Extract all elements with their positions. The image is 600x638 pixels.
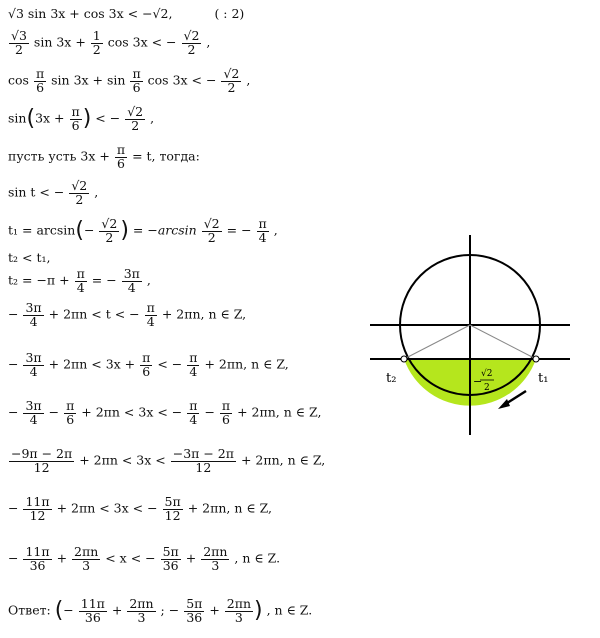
fraction (171, 448, 236, 474)
fraction (23, 546, 51, 572)
value-num: √2 (481, 369, 493, 379)
numerator: 2πn (74, 544, 99, 559)
denominator: 2 (92, 41, 101, 57)
value-den: 2 (484, 383, 490, 393)
denominator: 6 (66, 411, 75, 427)
eq-text: sin (8, 110, 27, 126)
numerator: 11π (80, 596, 105, 611)
denominator: 6 (222, 411, 230, 427)
eq-text: + 2πn, n ∈ Z, (237, 404, 322, 420)
denominator: 6 (36, 79, 45, 95)
fraction (122, 268, 142, 294)
eq-text: , (150, 110, 155, 126)
eq-text: − (48, 404, 64, 420)
eq-text: + 2πn, n ∈ Z, (161, 306, 247, 322)
fraction (187, 352, 199, 378)
eq-text: + 2πn < 3x < (79, 452, 170, 468)
denominator: 4 (29, 411, 38, 427)
fraction (145, 302, 157, 328)
eq-line-7 (8, 218, 278, 244)
denominator: 4 (127, 279, 136, 295)
eq-line-3 (8, 68, 250, 94)
value-sign: − (473, 375, 483, 388)
numerator: 5π (162, 544, 179, 559)
eq-text: + 2πn < 3x < − (56, 500, 158, 516)
eq-text: пусть усть 3x + (8, 148, 114, 164)
eq-text: = − (91, 272, 117, 288)
eq-text: sin 3x + sin (51, 72, 126, 88)
fraction (9, 448, 74, 474)
eq-line-6 (8, 180, 98, 206)
fraction (257, 218, 269, 244)
fraction (70, 106, 82, 132)
numerator: −9π − 2π (11, 446, 73, 461)
eq-text: = − (226, 222, 252, 238)
eq-line-11 (8, 352, 289, 378)
radius-t1 (470, 325, 536, 359)
denominator: 36 (162, 557, 179, 573)
paren-open: ( (75, 218, 84, 243)
fraction (99, 218, 119, 244)
fraction (115, 144, 127, 170)
numerator: π (71, 104, 80, 119)
eq-text: + (56, 550, 72, 566)
eq-text: , n ∈ Z. (234, 550, 281, 566)
denominator: 4 (29, 313, 38, 329)
fraction (201, 546, 229, 572)
numerator: π (189, 350, 198, 365)
eq-text: < − (95, 110, 121, 126)
numerator: π (189, 398, 198, 413)
numerator: √3 (11, 28, 27, 43)
numerator: 1 (92, 28, 101, 43)
denominator: 6 (71, 117, 80, 133)
denominator: 36 (29, 557, 46, 573)
eq-text: , (146, 272, 151, 288)
denominator: 4 (76, 279, 85, 295)
numerator: √2 (183, 28, 200, 43)
denominator: 3 (137, 609, 146, 625)
fraction (202, 218, 222, 244)
denominator: 6 (116, 155, 125, 171)
fraction (23, 496, 51, 522)
eq-text: = −arcsin (132, 222, 197, 238)
fraction (91, 30, 103, 56)
fraction (64, 400, 76, 426)
fraction (79, 598, 107, 624)
answer-label: Ответ: (8, 602, 55, 618)
fraction (130, 68, 142, 94)
eq-text: ; − (160, 602, 180, 618)
eq-text: , n ∈ Z. (266, 602, 313, 618)
denominator: 3 (211, 557, 220, 573)
paren-open: ( (26, 106, 36, 131)
denominator: 12 (29, 507, 46, 523)
eq-line-13 (8, 448, 325, 474)
fraction (163, 496, 183, 522)
denominator: 4 (189, 411, 198, 427)
eq-text: − (63, 602, 74, 618)
arrow-head-icon (498, 399, 510, 409)
eq-line-2 (8, 30, 210, 56)
fraction (125, 106, 145, 132)
label-t2: t₂ (386, 371, 397, 386)
eq-line-12 (8, 400, 321, 426)
numerator: √2 (127, 104, 144, 119)
eq-text: , (273, 222, 278, 238)
paren-close: ) (120, 218, 129, 243)
eq-text: − (8, 550, 19, 566)
fraction (184, 598, 204, 624)
fraction (23, 302, 43, 328)
eq-text: + 2πn < 3x < − (81, 404, 183, 420)
fraction (34, 68, 46, 94)
point-t1 (533, 356, 539, 362)
eq-line-8 (8, 252, 50, 265)
numerator: 5π (164, 494, 181, 509)
denominator: 2 (131, 117, 140, 133)
paren-close: ) (254, 598, 263, 623)
eq-text: < − (157, 356, 183, 372)
numerator: 11π (25, 544, 50, 559)
numerator: π (76, 266, 85, 281)
denominator: 4 (258, 229, 267, 245)
numerator: 3π (25, 300, 42, 315)
eq-text: − (8, 500, 19, 516)
eq-text: sin t < − (8, 184, 65, 200)
denominator: 12 (33, 459, 50, 475)
numerator: π (221, 398, 231, 413)
eq-line-1 (8, 8, 244, 21)
fraction (161, 546, 181, 572)
fraction (23, 400, 43, 426)
eq-text: t₂ = −π + (8, 272, 74, 288)
denominator: 6 (142, 363, 151, 379)
eq-text: − (8, 404, 19, 420)
eq-text: − (204, 404, 219, 420)
denominator: 4 (189, 363, 198, 379)
numerator: π (146, 300, 155, 315)
eq-text: + 2πn < t < − (48, 306, 140, 322)
eq-text: cos 3x < − (147, 72, 217, 88)
numerator: π (66, 398, 75, 413)
denominator: 36 (84, 609, 101, 625)
point-t2 (401, 356, 407, 362)
numerator: 2πn (226, 596, 252, 611)
fraction (140, 352, 152, 378)
numerator: √2 (71, 178, 88, 193)
denominator: 2 (187, 41, 196, 57)
fraction (23, 352, 43, 378)
eq-text: t₁ = arcsin (8, 222, 76, 238)
numerator: √2 (223, 66, 240, 81)
eq-text: cos 3x < − (107, 34, 177, 50)
eq-text: − (83, 222, 95, 238)
eq-line-5 (8, 144, 200, 170)
fraction (75, 268, 87, 294)
fraction (182, 30, 202, 56)
fraction (72, 546, 100, 572)
denominator: 12 (195, 459, 212, 475)
eq-text: − (8, 356, 19, 372)
fraction (187, 400, 199, 426)
fraction (221, 68, 241, 94)
eq-text: = t, тогда: (132, 148, 200, 164)
eq-line-9 (8, 268, 151, 294)
paren-open: ( (54, 598, 64, 623)
eq-text: < x < − (105, 550, 156, 566)
numerator: −3π − 2π (172, 446, 234, 461)
numerator: 2πn (129, 596, 154, 611)
numerator: 3π (25, 350, 42, 365)
numerator: 2πn (203, 544, 228, 559)
denominator: 2 (227, 79, 236, 95)
denominator: 4 (146, 313, 155, 329)
numerator: 3π (123, 266, 140, 281)
numerator: 11π (25, 494, 50, 509)
fraction (69, 180, 89, 206)
denominator: 2 (105, 229, 114, 245)
paren-close: ) (82, 106, 92, 131)
numerator: √2 (101, 216, 118, 231)
numerator: π (258, 216, 267, 231)
denominator: 2 (75, 191, 84, 207)
denominator: 3 (234, 609, 243, 625)
eq-text: + 2πn < 3x + (48, 356, 140, 372)
eq-text: , (206, 34, 211, 50)
fraction (127, 598, 155, 624)
eq-text: + 2πn, n ∈ Z, (204, 356, 289, 372)
label-t1: t₁ (538, 371, 549, 386)
numerator: π (142, 350, 151, 365)
eq-text: 3x + (35, 110, 69, 126)
eq-text: cos (8, 72, 29, 88)
unit-circle-diagram (370, 225, 570, 445)
eq-text: + (111, 602, 127, 618)
eq-text: + 2πn, n ∈ Z, (187, 500, 273, 516)
eq-text: − (8, 306, 19, 322)
eq-text: + 2πn, n ∈ Z, (240, 452, 326, 468)
numerator: √2 (203, 216, 220, 231)
fraction (225, 598, 253, 624)
denominator: 6 (132, 79, 141, 95)
eq-text: + (185, 550, 201, 566)
denominator: 4 (29, 363, 38, 379)
denominator: 2 (14, 41, 23, 57)
eq-text: + (209, 602, 224, 618)
eq-line-15 (8, 546, 280, 572)
numerator: π (35, 66, 45, 81)
fraction (220, 400, 232, 426)
eq-text: t₂ < t₁, (8, 250, 51, 265)
radius-t2 (404, 325, 470, 359)
denominator: 12 (164, 507, 181, 523)
eq-note: ( : 2) (214, 6, 245, 21)
eq-line-10 (8, 302, 246, 328)
eq-line-14 (8, 496, 272, 522)
denominator: 2 (207, 229, 216, 245)
eq-line-4 (8, 106, 154, 132)
numerator: 3π (25, 398, 42, 413)
eq-text: , (94, 184, 99, 200)
eq-text: , (246, 72, 251, 88)
eq-text: sin 3x + (33, 34, 90, 50)
numerator: 5π (186, 596, 203, 611)
fraction (9, 30, 29, 56)
denominator: 36 (186, 609, 203, 625)
answer-line (8, 598, 312, 624)
denominator: 3 (82, 557, 91, 573)
numerator: π (116, 142, 126, 157)
eq-text: √3 sin 3x + cos 3x < −√2, (8, 6, 173, 21)
numerator: π (132, 66, 141, 81)
